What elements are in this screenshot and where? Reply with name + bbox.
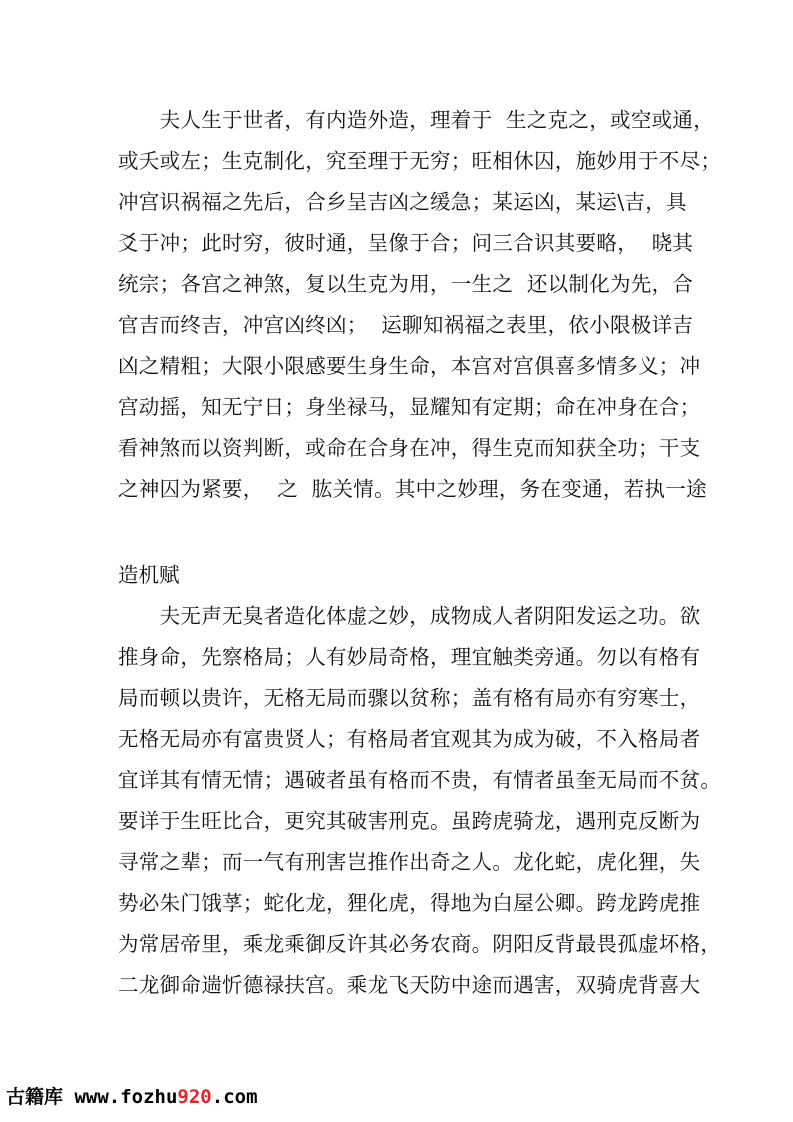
text-line: 寻常之辈；而一气有刑害岂推作出奇之人。龙化蛇，虎化狸，失 xyxy=(118,850,701,874)
text-line: 势必朱门饿莩；蛇化龙，狸化虎，得地为白屋公卿。跨龙跨虎推 xyxy=(118,891,701,915)
text-line: 推身命，先察格局；人有妙局奇格，理宜触类旁通。勿以有格有 xyxy=(118,645,701,669)
text-line: 爻于冲；此时穷，彼时通，呈像于合；问三合识其要略， 晓其 xyxy=(118,231,694,255)
text-line: 二龙御命遄忻德禄扶宫。乘龙飞天防中途而遇害，双骑虎背喜大 xyxy=(118,973,701,997)
footer-site-prefix: www. xyxy=(63,1086,121,1108)
text-line: 官吉而终吉，冲宫凶终凶； 运聊知祸福之表里，依小限极详吉 xyxy=(118,313,694,337)
text-line: 统宗；各宫之神煞，复以生克为用，一生之 还以制化为先，合 xyxy=(118,272,694,296)
text-line: 宜详其有情无情；遇破者虽有格而不贵，有情者虽奎无局而不贫。 xyxy=(118,768,722,792)
footer-brand: 古籍库 xyxy=(6,1086,64,1108)
text-line: 夫人生于世者，有内造外造，理着于 生之克之，或空或通， xyxy=(118,108,715,132)
text-line: 要详于生旺比合，更究其破害刑克。虽跨虎骑龙，遇刑克反断为 xyxy=(118,809,701,833)
footer-watermark xyxy=(6,1086,258,1108)
footer-site-mid: fozhu xyxy=(120,1086,178,1108)
text-line: 凶之精粗；大限小限感要生身生命，本宫对宫俱喜多情多义；冲 xyxy=(118,354,701,378)
text-line: 为常居帝里，乘龙乘御反许其必务农商。阴阳反背最畏孤虚坏格， xyxy=(118,932,722,956)
text-line: 或夭或左；生克制化，究至理于无穷；旺相休囚，施妙用于不尽； xyxy=(118,149,722,173)
text-line: 局而顿以贵许，无格无局而骤以贫称；盖有格有局亦有穷寒士， xyxy=(118,686,701,710)
text-line: 无格无局亦有富贵贤人；有格局者宜观其为成为破，不入格局者 xyxy=(118,727,701,751)
footer-site-accent: 920 xyxy=(177,1086,212,1108)
footer-site-tail: .com xyxy=(211,1086,258,1108)
text-line: 宫动摇，知无宁日；身坐禄马，显耀知有定期；命在冲身在合； xyxy=(118,395,701,419)
section-title: 造机赋 xyxy=(118,563,180,587)
text-line: 冲宫识祸福之先后，合乡呈吉凶之缓急；某运凶，某运\吉，具 xyxy=(118,190,687,214)
text-line: 看神煞而以资判断，或命在合身在冲，得生克而知获全功；干支 xyxy=(118,436,701,460)
text-line: 夫无声无臭者造化体虚之妙，成物成人者阴阳发运之功。欲 xyxy=(118,604,701,628)
text-line: 之神囚为紧要， 之 肱关情。其中之妙理，务在变通，若执一途 xyxy=(118,477,707,501)
